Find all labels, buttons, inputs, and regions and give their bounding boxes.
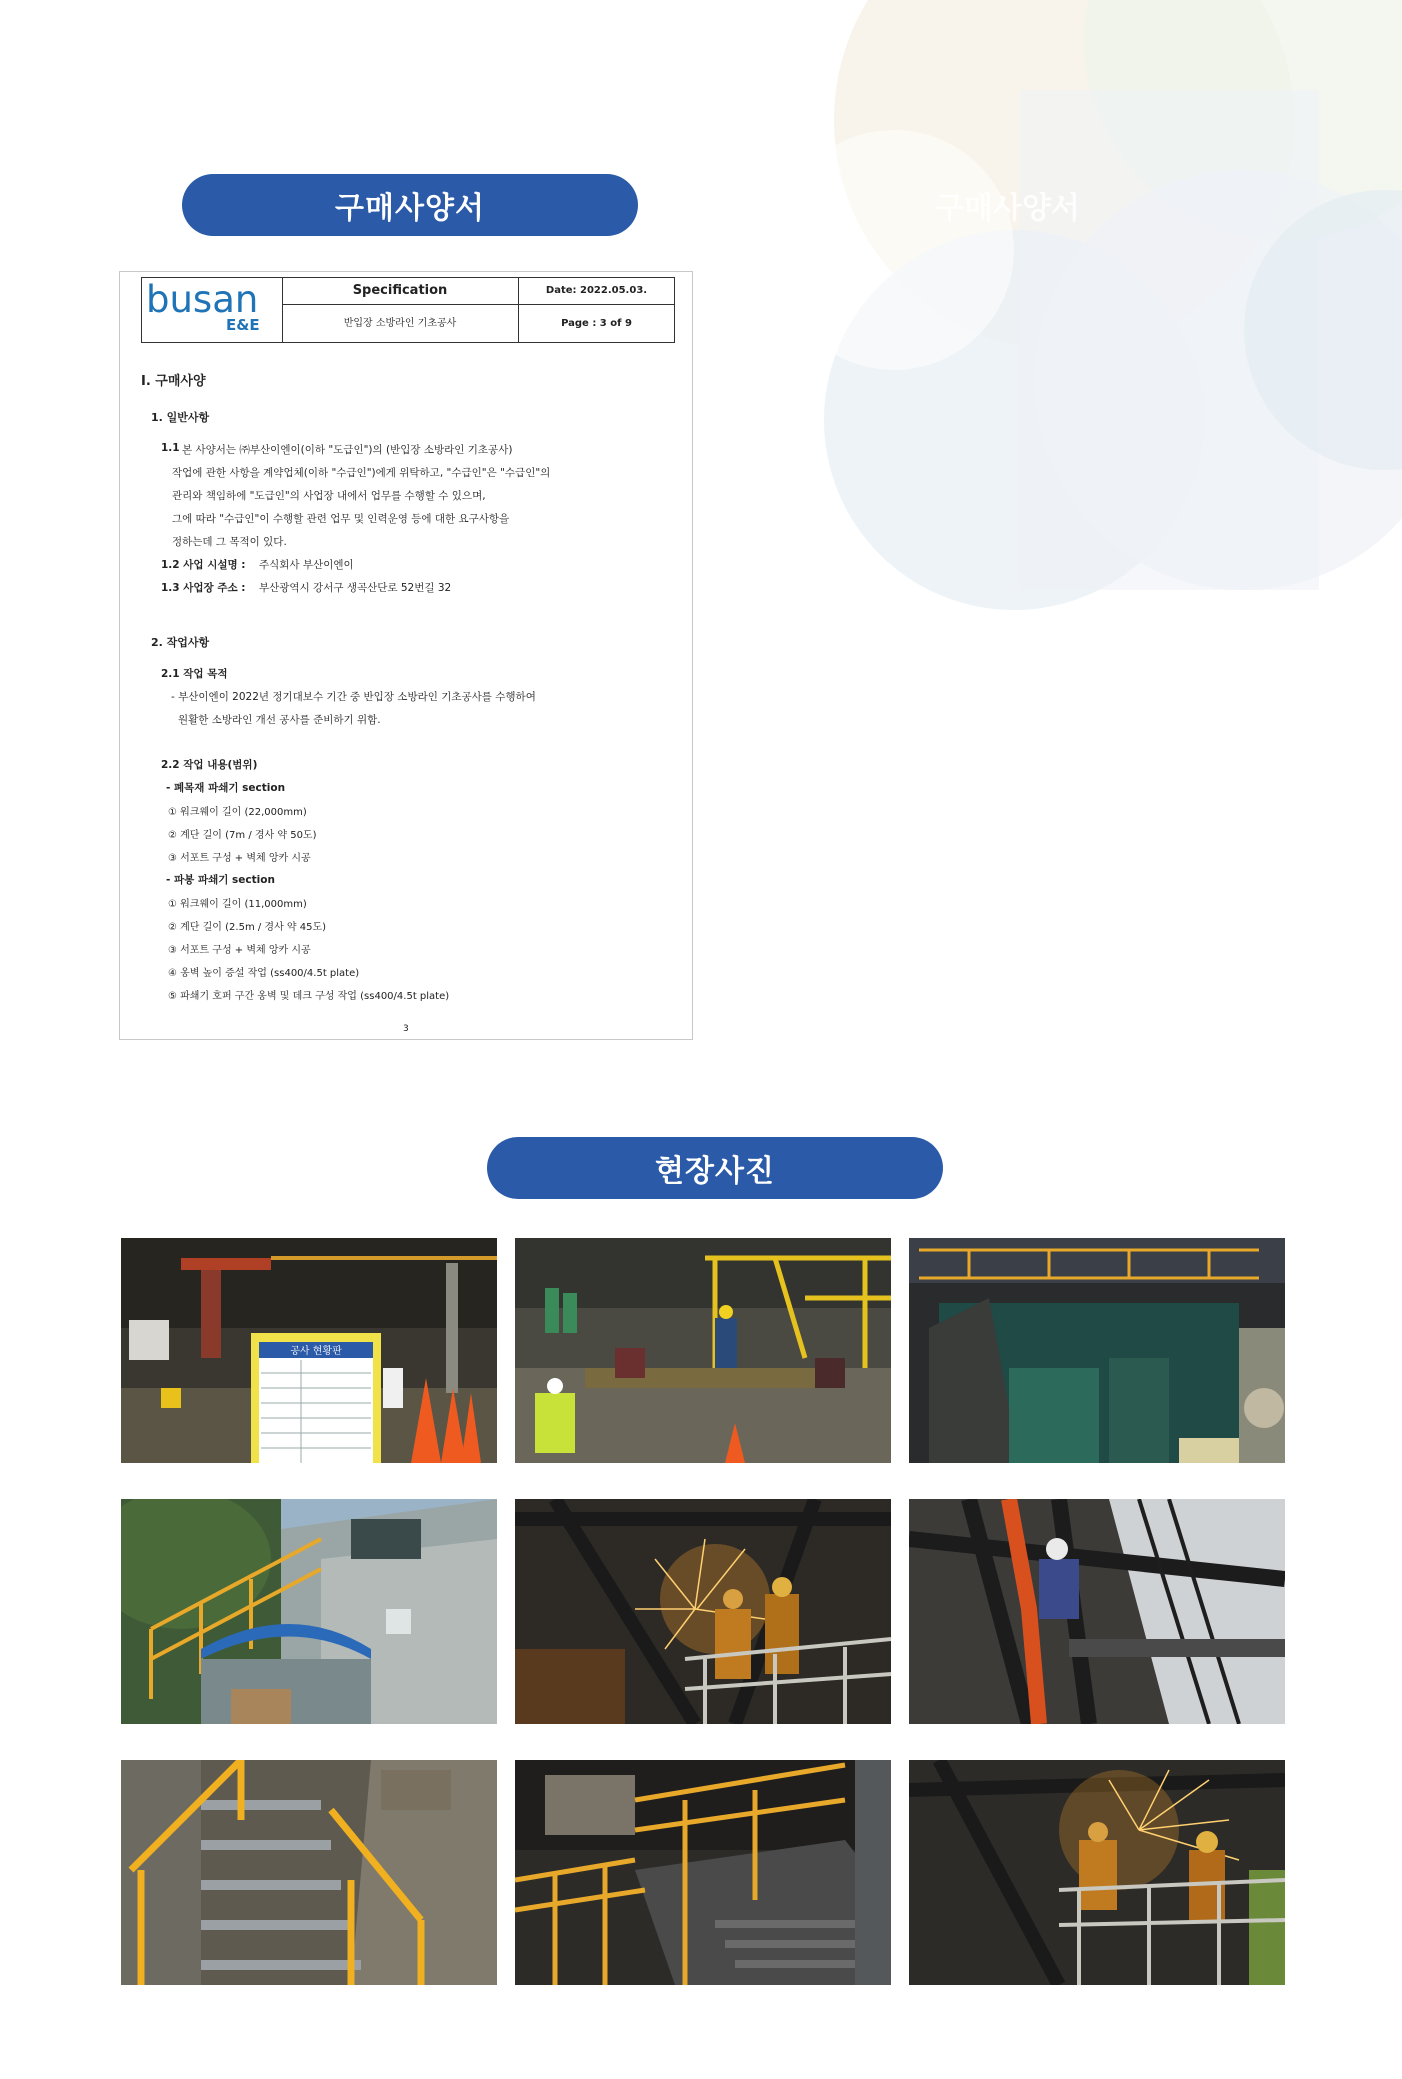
site-photo-welding-floor: [515, 1238, 891, 1463]
site-photo-grinding-sparks: [515, 1499, 891, 1724]
clause-1-1-line: 작업에 관한 사항을 계약업체(이하 "수급인")에게 위탁하고, "수급인"은 "수급인"의: [172, 467, 551, 479]
clause-2-1-line: 원활한 소방라인 개선 공사를 준비하기 위함.: [178, 714, 381, 726]
section-b-item: ④ 옹벽 높이 증설 작업 (ss400/4.5t plate): [168, 968, 360, 979]
section-b-item: ⑤ 파쇄기 호퍼 구간 옹벽 및 데크 구성 작업 (ss400/4.5t plate): [168, 991, 450, 1002]
photos-section-title: 현장사진: [487, 1137, 943, 1199]
site-photo-exterior-stairs: [121, 1499, 497, 1724]
page-number: 3: [403, 1024, 409, 1034]
sign-board-title: 공사 현황판: [290, 1346, 342, 1357]
clause-2-1-title: 2.1 작업 목적: [161, 668, 228, 680]
section-a-title: - 폐목재 파쇄기 section: [166, 782, 286, 794]
clause-1-2-label: 1.2 사업 시설명 :: [161, 559, 246, 571]
clause-1-1-line: 그에 따라 "수급인"이 수행할 관련 업무 및 인력운영 등에 대한 요구사항을: [172, 513, 510, 525]
document-date: Date: 2022.05.03.: [519, 278, 674, 305]
section-a-item: ① 워크웨이 길이 (22,000mm): [168, 807, 307, 818]
clause-1-1-number: 1.1: [161, 442, 180, 454]
doc-heading: Ⅰ. 구매사양: [141, 374, 206, 389]
site-photo-grating-stairs: [121, 1760, 497, 1985]
logo-main-text: busan: [146, 278, 259, 321]
clause-1-1-line: 관리와 책임하에 "도급인"의 사업장 내에서 업무를 수행할 수 있으며,: [172, 490, 486, 502]
company-logo: [142, 278, 283, 342]
section-a-item: ③ 서포트 구성 + 벽체 앙카 시공: [168, 853, 311, 864]
spec-section-title: 구매사양서: [182, 174, 638, 236]
section-b-title: - 파봉 파쇄기 section: [166, 874, 275, 886]
section-b-item: ② 계단 길이 (2.5m / 경사 약 45도): [168, 922, 327, 933]
clause-1-2-value: 주식회사 부산이엔이: [259, 559, 354, 571]
logo-sub-text: E&E: [226, 316, 260, 334]
document-page: Page : 3 of 9: [561, 318, 632, 329]
clause-1-3-value: 부산광역시 강서구 생곡산단로 52번길 32: [259, 582, 452, 594]
decorative-background: [764, 0, 1402, 610]
specification-document: [119, 271, 693, 1040]
clause-1-1-line: 정하는데 그 목적이 있다.: [172, 536, 287, 548]
clause-1-3-label: 1.3 사업장 주소 :: [161, 582, 246, 594]
document-header: [141, 277, 675, 343]
section-b-item: ① 워크웨이 길이 (11,000mm): [168, 899, 307, 910]
site-photo-sign-board: [121, 1238, 497, 1463]
section-1-title: 1. 일반사항: [151, 411, 210, 424]
ghost-title: 구매사양서: [935, 191, 1080, 226]
site-photo-green-machine: [909, 1238, 1285, 1463]
clause-2-1-line: - 부산이엔이 2022년 정기대보수 기간 중 반입장 소방라인 기초공사를 수행하여: [171, 691, 536, 703]
section-2-title: 2. 작업사항: [151, 636, 210, 649]
site-photo-sparks-railing: [909, 1760, 1285, 1985]
section-a-item: ② 계단 길이 (7m / 경사 약 50도): [168, 830, 317, 841]
section-b-item: ③ 서포트 구성 + 벽체 앙카 시공: [168, 945, 311, 956]
spec-label: Specification: [282, 278, 518, 305]
clause-1-1-line: 본 사양서는 ㈜부산이엔이(이하 "도급인")의 (반입장 소방라인 기초공사): [182, 444, 513, 456]
site-photo-ceiling-pipe: [909, 1499, 1285, 1724]
clause-2-2-title: 2.2 작업 내용(범위): [161, 759, 258, 771]
project-name: 반입장 소방라인 기초공사: [343, 318, 457, 329]
site-photo-yellow-walkway: [515, 1760, 891, 1985]
